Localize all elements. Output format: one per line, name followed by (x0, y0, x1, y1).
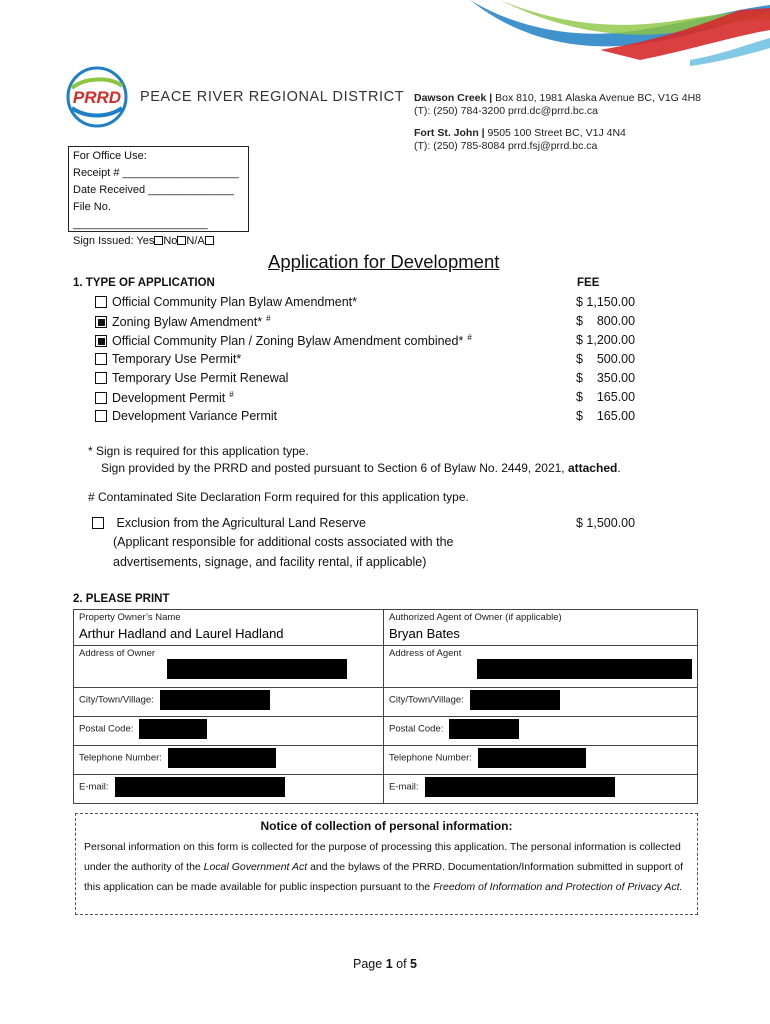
privacy-notice-text-1: Personal information on this form is collected for the purpose of processing this application. The personal information is collected under the authority of the (84, 841, 681, 873)
sign-yes-checkbox[interactable] (154, 236, 163, 245)
agent-phone-redacted[interactable] (478, 748, 586, 768)
application-type-label: Official Community Plan Bylaw Amendment* (112, 295, 358, 309)
dawson-creek-office (414, 92, 701, 118)
section2-heading: 2. PLEASE PRINT (73, 593, 170, 605)
application-type-label: Development Variance Permit (112, 409, 278, 423)
application-type-option[interactable] (95, 409, 277, 423)
privacy-notice-act-1: Local Government Act (203, 861, 308, 873)
application-type-marker: # (229, 390, 234, 399)
file-no-field[interactable]: File No. ______________________ (73, 201, 208, 230)
agent-phone-label: Telephone Number: (389, 752, 472, 764)
privacy-notice-act-2: Freedom of Information and Protection of Privacy Act. (433, 881, 683, 893)
application-type-fee: $ 1,200.00 (576, 333, 636, 347)
owner-email-redacted[interactable] (115, 777, 285, 797)
privacy-notice-text-2: and the bylaws of the PRRD. Documentation/Information submitted in support of this application can be made available for public inspection pursuant to the (84, 861, 684, 893)
sign-na-checkbox[interactable] (205, 236, 214, 245)
owner-city-cell (74, 688, 384, 717)
office-use-heading: For Office Use: (73, 150, 147, 162)
owner-postal-cell (74, 717, 384, 746)
owner-city-label: City/Town/Village: (79, 694, 154, 706)
owner-postal-label: Postal Code: (79, 723, 134, 735)
application-type-fee: $ 165.00 (576, 409, 636, 423)
application-type-option[interactable] (95, 295, 357, 309)
application-type-checkbox[interactable] (95, 353, 107, 365)
page-of: of (396, 957, 407, 971)
agent-address-label: Address of Agent (389, 648, 462, 659)
owner-name-cell (74, 610, 384, 646)
owner-phone-cell (74, 746, 384, 775)
alr-exclusion-fee: $ 1,500.00 (576, 516, 636, 530)
application-type-checkbox[interactable] (95, 372, 107, 384)
application-type-marker: # (467, 333, 472, 342)
application-type-option[interactable] (95, 333, 472, 348)
receipt-field[interactable]: Receipt # ___________________ (73, 167, 239, 179)
agent-city-redacted[interactable] (470, 690, 560, 710)
sign-issued-label: Sign Issued: Yes (73, 235, 155, 247)
application-type-fee: $ 1,150.00 (576, 295, 636, 309)
application-type-option[interactable] (95, 371, 288, 385)
sign-note-2: Sign provided by the PRRD and posted pursuant to Section 6 of Bylaw No. 2449, 2021, attached. (101, 461, 621, 475)
application-type-checkbox[interactable] (95, 410, 107, 422)
sign-note-2-text: Sign provided by the PRRD and posted pursuant to Section 6 of Bylaw No. 2449, 2021, (101, 461, 565, 475)
application-type-checkbox[interactable] (95, 392, 107, 404)
application-type-option[interactable] (95, 390, 234, 405)
agent-name-field[interactable]: Bryan Bates (389, 626, 460, 641)
owner-city-redacted[interactable] (160, 690, 270, 710)
agent-postal-label: Postal Code: (389, 723, 444, 735)
owner-name-label: Property Owner’s Name (79, 612, 181, 623)
sign-no-label: No (163, 235, 178, 247)
owner-postal-redacted[interactable] (139, 719, 207, 739)
fort-st-john-label: Fort St. John | (414, 127, 485, 139)
agent-address-cell (384, 646, 698, 688)
sign-note-attached: attached (567, 461, 618, 475)
owner-address-label: Address of Owner (79, 648, 156, 659)
application-type-label: Development Permit (112, 391, 226, 406)
page-current: 1 (385, 957, 393, 971)
application-type-option[interactable] (95, 352, 241, 366)
agent-email-redacted[interactable] (425, 777, 615, 797)
application-type-fee: $ 500.00 (576, 352, 636, 366)
fort-st-john-contact: (T): (250) 785-8084 prrd.fsj@prrd.bc.ca (414, 140, 598, 152)
agent-name-label: Authorized Agent of Owner (if applicable) (389, 612, 562, 623)
page-title: Application for Development (268, 251, 500, 272)
owner-email-label: E-mail: (79, 781, 109, 793)
application-type-fee: $ 800.00 (576, 314, 636, 328)
date-received-field[interactable]: Date Received ______________ (73, 184, 234, 196)
section1-heading: 1. TYPE OF APPLICATION (73, 277, 215, 289)
sign-issued-row (73, 233, 248, 250)
agent-email-cell (384, 775, 698, 804)
application-type-marker: # (266, 314, 271, 323)
privacy-notice-text (84, 837, 689, 897)
fort-st-john-address: 9505 100 Street BC, V1J 4N4 (487, 127, 626, 139)
applicant-info-table (73, 609, 698, 804)
application-type-checkbox[interactable] (95, 296, 107, 308)
application-type-option[interactable] (95, 314, 271, 329)
alr-exclusion-label: Exclusion from the Agricultural Land Reserve (116, 516, 366, 530)
logo-text: PRRD (72, 88, 122, 107)
agent-name-cell (384, 610, 698, 646)
agent-postal-redacted[interactable] (449, 719, 519, 739)
alr-exclusion-checkbox[interactable] (92, 517, 104, 529)
privacy-notice-heading: Notice of collection of personal information: (260, 819, 513, 833)
page-number (0, 957, 770, 971)
owner-phone-redacted[interactable] (168, 748, 276, 768)
dawson-creek-contact: (T): (250) 784-3200 prrd.dc@prrd.bc.ca (414, 105, 598, 117)
fee-heading: FEE (577, 277, 600, 289)
privacy-notice (75, 813, 698, 915)
page-total: 5 (410, 957, 417, 971)
sign-note-1: * Sign is required for this application type. (88, 444, 309, 458)
page-prefix: Page (353, 957, 383, 971)
alr-note-2: advertisements, signage, and facility rental, if applicable) (113, 555, 427, 569)
contaminated-note: # Contaminated Site Declaration Form required for this application type. (88, 490, 469, 504)
application-type-checkbox[interactable] (95, 316, 107, 328)
application-type-label: Temporary Use Permit* (112, 352, 242, 366)
dawson-creek-label: Dawson Creek | (414, 92, 493, 104)
owner-address-redacted[interactable] (167, 659, 347, 679)
dawson-creek-address: Box 810, 1981 Alaska Avenue BC, V1G 4H8 (495, 92, 702, 104)
application-type-label: Temporary Use Permit Renewal (112, 371, 289, 385)
district-name: PEACE RIVER REGIONAL DISTRICT (140, 89, 405, 105)
agent-postal-cell (384, 717, 698, 746)
application-type-label: Official Community Plan / Zoning Bylaw Amendment combined* (112, 334, 464, 349)
alr-exclusion-option[interactable] (92, 516, 366, 530)
owner-phone-label: Telephone Number: (79, 752, 162, 764)
application-type-checkbox[interactable] (95, 335, 107, 347)
prrd-logo (64, 66, 130, 128)
agent-city-cell (384, 688, 698, 717)
agent-address-redacted[interactable] (477, 659, 692, 679)
application-type-label: Zoning Bylaw Amendment* (112, 315, 263, 330)
office-use-box (68, 146, 249, 247)
agent-email-label: E-mail: (389, 781, 419, 793)
agent-phone-cell (384, 746, 698, 775)
owner-address-cell (74, 646, 384, 688)
application-type-fee: $ 165.00 (576, 390, 636, 404)
fort-st-john-office (414, 127, 626, 153)
sign-na-label: N/A (186, 235, 205, 247)
agent-city-label: City/Town/Village: (389, 694, 464, 706)
owner-email-cell (74, 775, 384, 804)
owner-name-field[interactable]: Arthur Hadland and Laurel Hadland (79, 626, 284, 641)
application-type-fee: $ 350.00 (576, 371, 636, 385)
alr-note-1: (Applicant responsible for additional costs associated with the (113, 535, 454, 549)
